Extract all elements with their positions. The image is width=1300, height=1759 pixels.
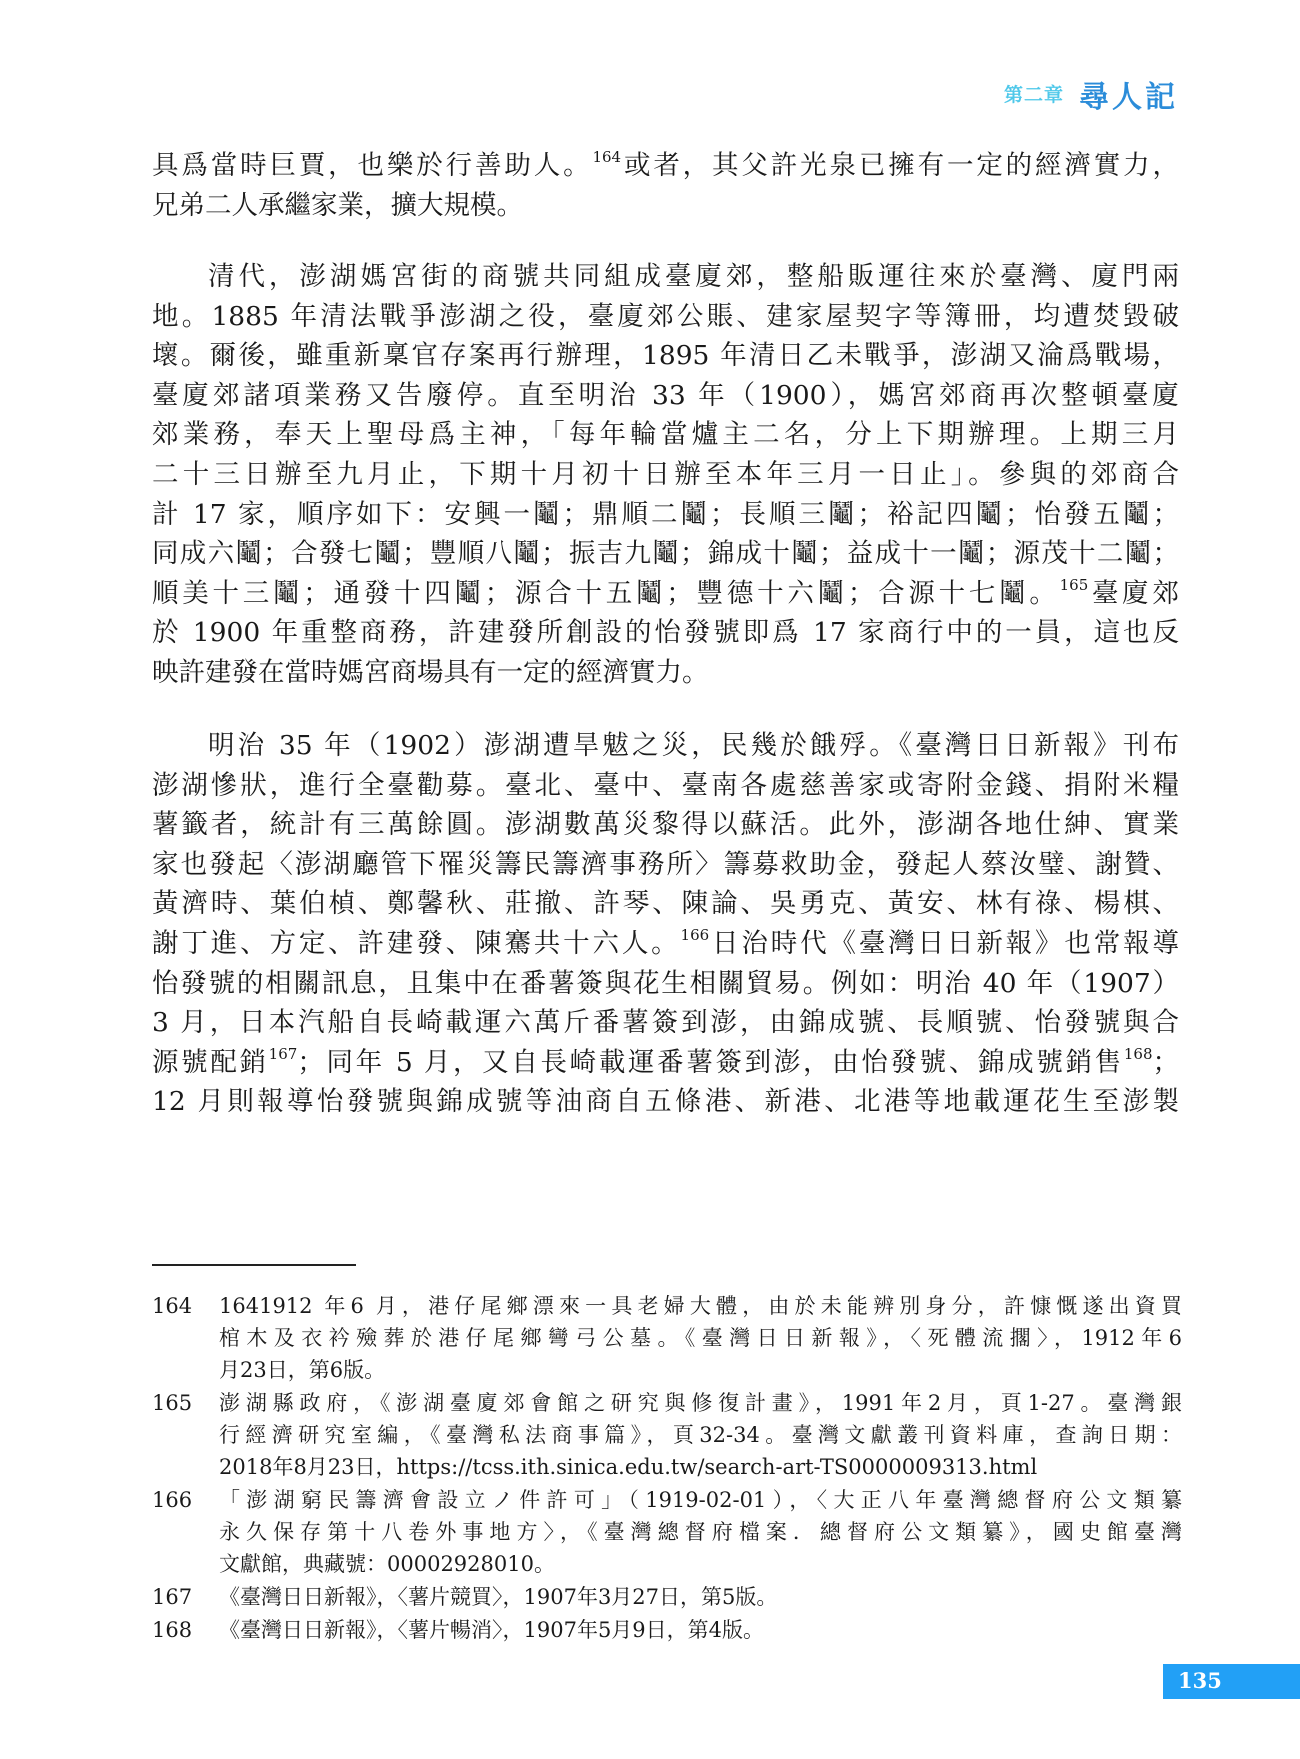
- page-number: 135: [1178, 1668, 1222, 1693]
- paragraph-2: [152, 257, 1179, 693]
- footnote-number: 168: [152, 1618, 193, 1642]
- footnote-line: 《臺灣日日新報》，〈薯片競買〉，1907年3月27日，第5版。: [219, 1585, 778, 1609]
- footnote-line: 永久保存第十八卷外事地方〉，《臺灣總督府檔案．總督府公文類纂》，國史館臺灣: [219, 1520, 1182, 1544]
- text-line: 臺廈郊諸項業務又告廢停。直至明治 33 年（1900），媽宮郊商再次整頓臺廈: [152, 379, 1179, 411]
- footnote-ref-165[interactable]: 165: [1059, 575, 1089, 594]
- footnote-166: [152, 1484, 1182, 1580]
- footnote-line: 棺木及衣衿殮葬於港仔尾鄉彎弓公墓。《臺灣日日新報》，〈死體流擱〉，1912年6: [219, 1326, 1182, 1350]
- text-line: 郊業務，奉天上聖母爲主神，「每年輪當爐主二名，分上下期辦理。上期三月: [152, 419, 1179, 451]
- footnote-line: 行經濟研究室編，《臺灣私法商事篇》，頁32-34。臺灣文獻叢刊資料庫，查詢日期：: [219, 1423, 1182, 1447]
- footnote-number: 167: [152, 1585, 193, 1609]
- footnote-164: [152, 1290, 1182, 1386]
- footnote-separator: [152, 1264, 356, 1266]
- chapter-number: 第二章: [1004, 84, 1065, 106]
- footnote-ref-168[interactable]: 168: [1123, 1044, 1153, 1063]
- text-line: 3 月，日本汽船自長崎載運六萬斤番薯簽到澎，由錦成號、長順號、怡發號與合: [152, 1007, 1179, 1039]
- footnote-ref-164[interactable]: 164: [592, 148, 622, 166]
- footnote-url-line[interactable]: 2018年8月23日，https://tcss.ith.sinica.edu.tw/search-art-TS0000009313.html: [219, 1455, 1038, 1479]
- text-line: 同成六鬮；合發七鬮；豐順八鬮；振吉九鬮；錦成十鬮；益成十一鬮；源茂十二鬮；: [152, 538, 1179, 570]
- running-header: [1000, 70, 1200, 115]
- footnotes: [152, 1290, 1182, 1647]
- text-line: 具爲當時巨賈，也樂於行善助人。$^{164}$或者，其父許光泉已擁有一定的經濟實力，: [152, 148, 1179, 181]
- text-line: 黃濟時、葉伯楨、鄭馨秋、莊撤、許琴、陳論、吳勇克、黃安、林有祿、楊棋、: [152, 888, 1179, 920]
- text-line: 謝丁進、方定、許建發、陳騫共十六人。$^{166}$日治時代《臺灣日日新報》也常報導: [152, 925, 1179, 959]
- text-line: 12 月則報導怡發號與錦成號等油商自五條港、新港、北港等地載運花生至澎製: [152, 1086, 1179, 1118]
- paragraph-1: [152, 146, 1179, 225]
- chapter-title: 尋人記: [1079, 80, 1178, 115]
- text-line: 家也發起〈澎湖廳管下罹災籌民籌濟事務所〉籌募救助金，發起人蔡汝璧、謝贊、: [152, 848, 1179, 880]
- text-line: 薯籤者，統計有三萬餘圓。澎湖數萬災黎得以蘇活。此外，澎湖各地仕紳、實業: [152, 809, 1179, 841]
- footnote-165: [152, 1387, 1182, 1483]
- footnote-line: 《臺灣日日新報》，〈薯片暢消〉，1907年5月9日，第4版。: [219, 1618, 765, 1642]
- text-line: 兄弟二人承繼家業，擴大規模。: [152, 189, 523, 221]
- text-line: 壞。爾後，雖重新稟官存案再行辦理，1895 年清日乙未戰爭，澎湖又淪爲戰場，: [152, 340, 1179, 372]
- footnote-line: 「澎湖窮民籌濟會設立ノ件許可」（1919-02-01），〈大正八年臺灣總督府公文類纂: [219, 1488, 1182, 1512]
- text-line: 二十三日辦至九月止，下期十月初十日辦至本年三月一日止」。參與的郊商合: [152, 458, 1179, 490]
- footnote-ref-167[interactable]: 167: [268, 1044, 298, 1063]
- text-line: 明治 35 年（1902）澎湖遭旱魃之災，民幾於餓殍。《臺灣日日新報》刊布: [208, 730, 1179, 761]
- page-number-tab: [1163, 1664, 1300, 1699]
- footnote-number: 164: [152, 1294, 193, 1318]
- text-line: 澎湖慘狀，進行全臺勸募。臺北、臺中、臺南各處慈善家或寄附金錢、捐附米糧: [152, 769, 1179, 801]
- footnote-line: 月23日，第6版。: [219, 1358, 386, 1382]
- footnote-number: 165: [152, 1391, 193, 1415]
- text-line: 地。1885 年清法戰爭澎湖之役，臺廈郊公賬、建家屋契字等簿冊，均遭焚毀破: [152, 300, 1179, 332]
- paragraph-3: [152, 726, 1179, 1122]
- footnote-167: [152, 1581, 1182, 1613]
- text-line: 順美十三鬮；通發十四鬮；源合十五鬮；豐德十六鬮；合源十七鬮。$^{165}$臺廈郊: [152, 575, 1179, 609]
- text-line: 怡發號的相關訊息，且集中在番薯簽與花生相關貿易。例如：明治 40 年（1907）: [152, 967, 1179, 999]
- footnote-number: 166: [152, 1488, 193, 1512]
- footnote-line: 文獻館，典藏號：00002928010。: [219, 1552, 555, 1576]
- footnote-line: 1641912 年6 月，港仔尾鄉漂來一具老婦大體，由於未能辨別身分，許慷慨遂出資買: [219, 1294, 1182, 1318]
- text-line: 映許建發在當時媽宮商場具有一定的經濟實力。: [152, 656, 709, 688]
- text-line: 計 17 家，順序如下：安興一鬮；鼎順二鬮；長順三鬮；裕記四鬮；怡發五鬮；: [152, 498, 1179, 530]
- text-line: 源號配銷$^{167}$；同年 5 月，又自長崎載運番薯簽到澎，由怡發號、錦成號銷售$^{168}$；: [152, 1044, 1179, 1078]
- footnote-line: 澎湖縣政府，《澎湖臺廈郊會館之研究與修復計畫》，1991年2月，頁1-27。臺灣銀: [219, 1391, 1182, 1415]
- footnote-168: [152, 1614, 1182, 1646]
- footnote-ref-166[interactable]: 166: [680, 925, 710, 944]
- text-line: 於 1900 年重整商務，許建發所創設的怡發號即爲 17 家商行中的一員，這也反: [152, 617, 1179, 649]
- text-line: 清代，澎湖媽宮街的商號共同組成臺廈郊，整船販運往來於臺灣、廈門兩: [208, 261, 1179, 292]
